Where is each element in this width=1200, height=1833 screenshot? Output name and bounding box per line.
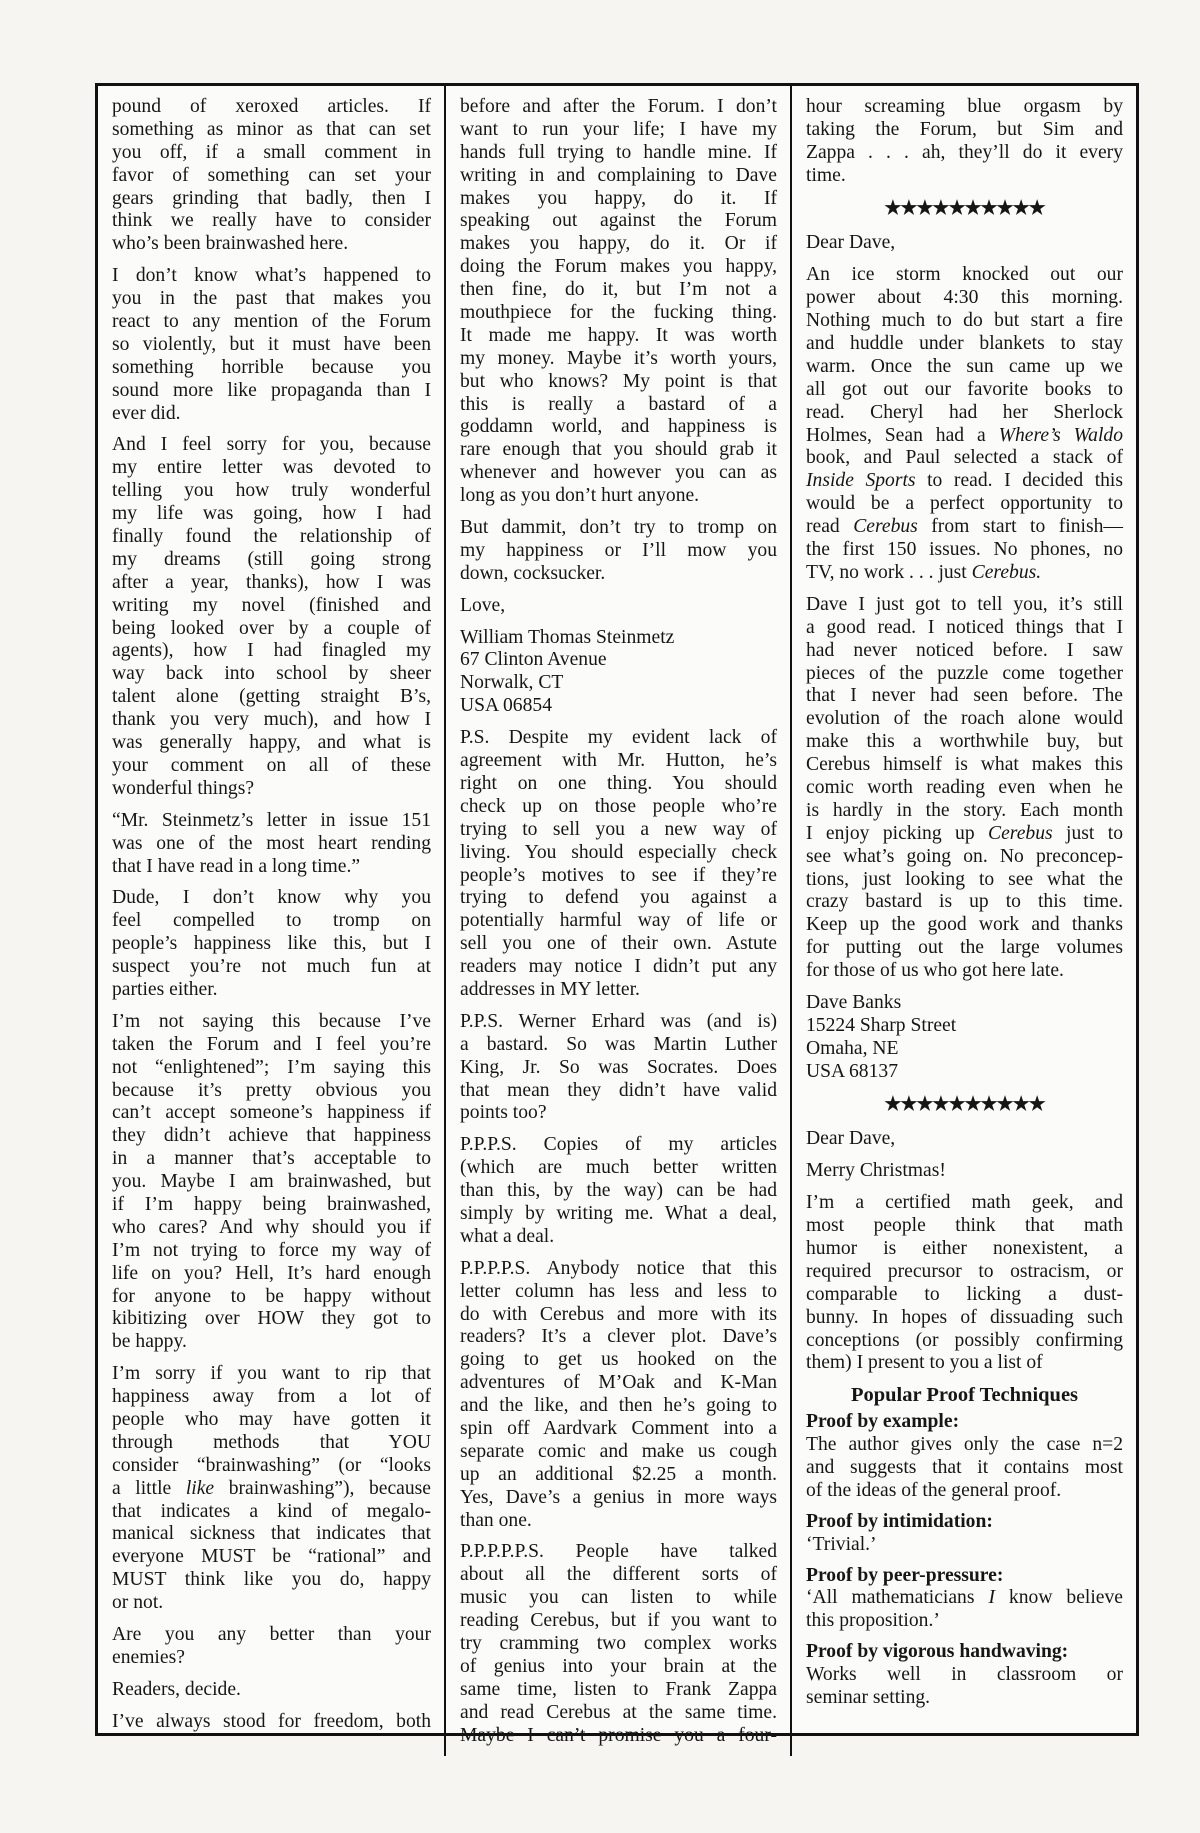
text-line: humor is either nonexistent, a — [806, 1238, 1123, 1259]
text-line: way back into school by sheer — [112, 663, 431, 685]
text-line: in a manner that’s acceptable to — [112, 1148, 431, 1170]
text-line: Dave I just got to tell you, it’s still — [806, 593, 1123, 615]
text-line: my money. Maybe it’s worth yours, — [460, 347, 777, 369]
text-line: for putting out the large volumes — [806, 937, 1123, 959]
text-line — [806, 562, 1123, 585]
text-line — [806, 425, 1123, 448]
text-line: Yes, Dave’s a genius in more ways — [460, 1486, 777, 1508]
letters-page-frame — [95, 83, 1139, 1746]
text-line: before and after the Forum. I don’t — [460, 96, 777, 117]
text-line: you in the past that makes you — [112, 288, 431, 310]
star-separator: ★★★★★★★★★★ — [884, 1093, 1045, 1115]
text-line: Are you any better than your — [112, 1624, 431, 1645]
text-line: goddamn world, and happiness is — [460, 416, 777, 438]
text-line: P.S. Despite my evident lack of — [460, 727, 777, 749]
text-line: speaking out against the Forum — [460, 210, 777, 232]
text-line: (which are much better written — [460, 1157, 777, 1179]
text-line: is hardly in the story. Each month — [806, 799, 1123, 821]
text-line: hands full trying to handle mine. If — [460, 141, 777, 163]
paragraph — [112, 1624, 431, 1670]
text-line: want to run your life; I have my — [460, 118, 777, 140]
text-line: Merry Christmas! — [806, 1160, 946, 1182]
text-line: King, Jr. So was Socrates. Does — [460, 1056, 777, 1078]
text-line: same time, listen to Frank Zappa — [460, 1678, 777, 1700]
text-line: a good read. I noticed things that I — [806, 616, 1123, 638]
paragraph — [460, 1011, 777, 1125]
paragraph — [806, 594, 1123, 983]
text-line: not “enlightened”; I’m saying this — [112, 1056, 431, 1078]
text-line: crazy bastard is up to this time. — [806, 891, 1123, 913]
paragraph — [460, 1258, 777, 1533]
paragraph — [112, 1679, 431, 1702]
text-line: “Mr. Steinmetz’s letter in issue 151 — [112, 809, 431, 831]
text-line — [806, 470, 1123, 493]
text-line: react to any mention of the Forum — [112, 311, 431, 333]
text-line: than this, by the way) can be had — [460, 1180, 777, 1202]
text-line: my happiness or I’ll mow you — [460, 539, 777, 561]
italic-text: I — [988, 1587, 995, 1609]
paragraph — [460, 1541, 777, 1747]
text-line: tions, just looking to see what the — [806, 868, 1123, 890]
text-line: P.P.P.S. Copies of my articles — [460, 1134, 777, 1156]
text-line: suspect you’re not much fun at — [112, 956, 431, 978]
text-line: doing the Forum makes you happy, — [460, 256, 777, 278]
italic-text: Inside Sports — [806, 470, 916, 492]
proof-technique — [806, 1641, 1123, 1710]
paragraph — [112, 1711, 431, 1734]
text-line: reading Cerebus, but if you want to — [460, 1610, 777, 1632]
text-line: Dear Dave, — [806, 1128, 896, 1150]
text-line: I’m a certified math geek, and — [806, 1192, 1123, 1214]
text-line: time. — [806, 164, 846, 186]
text-line: separate comic and make us cough — [460, 1440, 777, 1462]
text-line: most people think that math — [806, 1215, 1123, 1237]
text-line: this is really a bastard of a — [460, 393, 777, 415]
text-line: than one. — [460, 1509, 532, 1531]
paragraph — [806, 1160, 1123, 1183]
text-line: my life was going, how I had — [112, 503, 431, 525]
text-line: but who knows? My point is that — [460, 370, 777, 392]
text-line: for those of us who got here late. — [806, 960, 1064, 982]
text-line: was one of the most heart rending — [112, 832, 431, 854]
paragraph — [806, 1128, 1123, 1151]
signature-address — [460, 627, 777, 719]
proof-technique — [806, 1511, 1123, 1557]
text-line: my dreams (still going strong — [112, 548, 431, 570]
text-line: hour screaming blue orgasm by — [806, 96, 1123, 117]
text-line: Readers, decide. — [112, 1678, 241, 1700]
text-line: people’s motives to see if they’re — [460, 864, 777, 886]
text-line: wonderful things? — [112, 777, 255, 799]
text-line: P.P.P.P.P.S. People have talked — [460, 1541, 777, 1563]
text-line: P.P.S. Werner Erhard was (and is) — [460, 1010, 777, 1032]
text-segment: brainwashing”), because — [214, 1477, 431, 1499]
text-line — [112, 1478, 431, 1501]
text-line: and huddle under blankets to stay — [806, 333, 1123, 355]
text-line: can’t accept someone’s happiness if — [112, 1102, 431, 1124]
text-segment: TV, no work . . . just — [806, 561, 972, 583]
text-line: And I feel sorry for you, because — [112, 434, 431, 456]
text-line: USA 68137 — [806, 1060, 898, 1082]
paragraph — [112, 810, 431, 879]
text-line: and suggests that it contains most — [806, 1457, 1123, 1479]
text-line: would be a perfect opportunity to — [806, 493, 1123, 515]
section-heading: Popular Proof Techniques — [850, 1384, 1079, 1407]
text-line: I’m sorry if you want to rip that — [112, 1363, 431, 1385]
text-segment: from start to finish— — [917, 516, 1123, 538]
signature-address — [806, 992, 1123, 1084]
text-line: of the ideas of the general proof. — [806, 1479, 1062, 1501]
text-line: who’s been brainwashed here. — [112, 233, 349, 255]
text-line: readers may notice I didn’t put any — [460, 956, 777, 978]
proof-title: Proof by peer-pressure: — [806, 1564, 1004, 1586]
italic-text: Cerebus — [988, 822, 1053, 844]
text-line: Dave Banks — [806, 991, 902, 1013]
text-line: USA 06854 — [460, 695, 552, 717]
text-line: think we really have to consider — [112, 210, 431, 232]
text-line: pieces of the puzzle come together — [806, 662, 1123, 684]
paragraph — [806, 264, 1123, 584]
text-line: that indicates a kind of megalo- — [112, 1500, 431, 1522]
text-line: favor of something can set your — [112, 164, 431, 186]
text-line: I’m not saying this because I’ve — [112, 1010, 431, 1032]
text-line: Dude, I don’t know why you — [112, 887, 431, 909]
text-line: what a deal. — [460, 1225, 555, 1247]
text-line: finally found the relationship of — [112, 526, 431, 548]
text-line: people’s happiness like this, but I — [112, 933, 431, 955]
text-line: conceptions (or possibly confirming — [806, 1329, 1123, 1351]
proof-title: Proof by vigorous handwaving: — [806, 1641, 1069, 1663]
text-segment: a little — [112, 1477, 186, 1499]
text-line: comic worth reading even when he — [806, 776, 1123, 798]
paragraph — [460, 1134, 777, 1248]
text-line: It made me happy. It was worth — [460, 324, 777, 346]
text-line: check up on those people who’re — [460, 795, 777, 817]
text-line: down, cocksucker. — [460, 562, 606, 584]
text-line: that I have read in a long time.” — [112, 855, 361, 877]
proof-title: Proof by intimidation: — [806, 1510, 993, 1532]
text-line: spin off Aardvark Comment into a — [460, 1417, 777, 1439]
text-line: happiness away from a lot of — [112, 1386, 431, 1408]
text-line: 15224 Sharp Street — [806, 1014, 957, 1036]
text-line: was generally happy, and what is — [112, 732, 431, 754]
paragraph — [806, 96, 1123, 188]
paragraph — [112, 434, 431, 800]
text-line: being looked over by a couple of — [112, 617, 431, 639]
text-line: you. Maybe I am brainwashed, but — [112, 1171, 431, 1193]
text-line: this proposition.’ — [806, 1610, 940, 1632]
text-line: Norwalk, CT — [460, 672, 564, 694]
paragraph — [112, 887, 431, 1001]
paragraph — [112, 1011, 431, 1354]
text-line: parties either. — [112, 978, 218, 1000]
text-line: people who may have gotten it — [112, 1408, 431, 1430]
text-line: Nothing much to do but start a fire — [806, 310, 1123, 332]
text-line: enemies? — [112, 1646, 185, 1668]
text-line: who cares? And why should you if — [112, 1216, 431, 1238]
text-line: Maybe I can’t promise you a four- — [460, 1724, 777, 1746]
text-line: your comment on all of these — [112, 754, 431, 776]
text-line: mouthpiece for the fucking thing. — [460, 302, 777, 324]
text-line: all got out our favorite books to — [806, 378, 1123, 400]
text-line: sell you one of their own. Astute — [460, 933, 777, 955]
text-line: make this a worthwhile buy, but — [806, 731, 1123, 753]
text-line: up an additional $2.25 a month. — [460, 1463, 777, 1485]
proof-title: Proof by example: — [806, 1411, 960, 1433]
text-segment: just to — [1052, 822, 1123, 844]
text-line: makes you happy, do it. If — [460, 187, 777, 209]
text-line: William Thomas Steinmetz — [460, 626, 675, 648]
text-line: Keep up the good work and thanks — [806, 914, 1123, 936]
text-line: Love, — [460, 594, 506, 616]
text-line: kibitizing over HOW they got to — [112, 1308, 431, 1330]
text-line: agents), how I had finagled my — [112, 640, 431, 662]
star-separator: ★★★★★★★★★★ — [884, 197, 1045, 219]
text-line: Cerebus himself is what makes this — [806, 754, 1123, 776]
text-line: ‘Trivial.’ — [806, 1533, 877, 1555]
italic-text: like — [185, 1477, 215, 1499]
text-segment: Holmes, Sean had a — [806, 424, 999, 446]
text-line: be happy. — [112, 1331, 187, 1353]
text-line: that I never had seen before. The — [806, 685, 1123, 707]
text-line: potentially harmful way of life or — [460, 910, 777, 932]
text-line: and the like, and then he’s going to — [460, 1395, 777, 1417]
text-line: writing my novel (finished and — [112, 594, 431, 616]
text-line: that mean they didn’t have valid — [460, 1079, 777, 1101]
text-line: makes you happy, do it. Or if — [460, 233, 777, 255]
text-line: I’ve always stood for freedom, both — [112, 1710, 431, 1732]
text-line: them) I present to you a list of — [806, 1352, 1043, 1374]
paragraph — [460, 517, 777, 586]
text-line: P.P.P.P.S. Anybody notice that this — [460, 1257, 777, 1279]
text-line: the first 150 issues. No phones, no — [806, 539, 1123, 561]
text-line: for anyone to be happy without — [112, 1285, 431, 1307]
paragraph — [806, 1192, 1123, 1375]
text-line: taken the Forum and I feel you’re — [112, 1033, 431, 1055]
text-line: they didn’t achieve that happiness — [112, 1125, 431, 1147]
text-segment: read — [806, 516, 854, 538]
column-1 — [98, 86, 444, 1756]
proof-technique — [806, 1411, 1123, 1503]
text-line — [806, 823, 1123, 846]
text-line: do with Cerebus and more with its — [460, 1303, 777, 1325]
text-line: because it’s pretty obvious you — [112, 1079, 431, 1101]
text-line — [806, 516, 1123, 539]
text-line: consider “brainwashing” (or “looks — [112, 1454, 431, 1476]
text-line: sound more like propaganda than I — [112, 379, 431, 401]
text-line: simply by writing me. What a deal, — [460, 1202, 777, 1224]
text-line: Works well in classroom or — [806, 1664, 1123, 1686]
text-line: agreement with Mr. Hutton, he’s — [460, 750, 777, 772]
text-line: warm. Once the sun came up we — [806, 355, 1123, 377]
italic-text: Cerebus. — [971, 561, 1042, 583]
text-line: right on one thing. You should — [460, 772, 777, 794]
text-line: and read Cerebus at the same time. — [460, 1701, 777, 1723]
proof-technique — [806, 1565, 1123, 1634]
text-line: long as you don’t hurt anyone. — [460, 485, 700, 507]
text-line: had never noticed before. I saw — [806, 639, 1123, 661]
text-line: thank you very much), and how I — [112, 709, 431, 731]
text-line: going to get us hooked on the — [460, 1349, 777, 1371]
text-line: my entire letter was devoted to — [112, 457, 431, 479]
text-line: But dammit, don’t try to tromp on — [460, 517, 777, 539]
column-2 — [444, 86, 790, 1756]
text-line: points too? — [460, 1102, 547, 1124]
text-line: writing in and complaining to Dave — [460, 164, 777, 186]
text-line: something horrible because you — [112, 356, 431, 378]
text-line: if I’m happy being brainwashed, — [112, 1193, 431, 1215]
text-line: Zappa . . . ah, they’ll do it every — [806, 141, 1123, 163]
text-line: manical sickness that indicates that — [112, 1523, 431, 1545]
text-line: talent alone (getting straight B’s, — [112, 686, 431, 708]
text-line: An ice storm knocked out our — [806, 264, 1123, 286]
italic-text: Cerebus — [853, 516, 918, 538]
text-line: 67 Clinton Avenue — [460, 649, 607, 671]
column-3 — [790, 86, 1136, 1756]
text-line: evolution of the roach alone would — [806, 708, 1123, 730]
text-line: something as minor as that can set — [112, 118, 431, 140]
text-line: living. You should especially check — [460, 841, 777, 863]
text-line: everyone MUST be “rational” and — [112, 1546, 431, 1568]
text-line: after a year, thanks), how I was — [112, 571, 431, 593]
text-line: a bastard. So was Martin Luther — [460, 1033, 777, 1055]
text-line: power about 4:30 this morning. — [806, 287, 1123, 309]
text-line: MUST think like you do, happy — [112, 1569, 431, 1591]
text-line: you off, if a small comment in — [112, 141, 431, 163]
text-segment: ‘All mathematicians — [806, 1587, 989, 1609]
text-line: of genius into your brain at the — [460, 1655, 777, 1677]
paragraph — [112, 96, 431, 256]
text-line: then fine, do it, but I’m not a — [460, 279, 777, 301]
text-line: life on you? Hell, It’s hard enough — [112, 1262, 431, 1284]
text-line: letter column has less and less to — [460, 1280, 777, 1302]
text-line: Omaha, NE — [806, 1037, 899, 1059]
text-line: Dear Dave, — [806, 232, 896, 254]
paragraph — [460, 595, 777, 618]
text-line: comparable to licking a dust- — [806, 1283, 1123, 1305]
text-segment: I enjoy picking up — [806, 822, 989, 844]
paragraph — [460, 727, 777, 1002]
text-line: gears grinding that badly, then I — [112, 187, 431, 209]
text-line: ever did. — [112, 402, 181, 424]
text-line: taking the Forum, but Sim and — [806, 118, 1123, 140]
text-line: book, and Paul selected a stack of — [806, 447, 1123, 469]
paragraph — [112, 265, 431, 425]
text-line: try cramming two complex works — [460, 1633, 777, 1654]
text-line: The author gives only the case n=2 — [806, 1434, 1123, 1456]
text-line: required precursor to ostracism, or — [806, 1260, 1123, 1282]
text-segment: know believe — [994, 1587, 1123, 1609]
text-line: whenever and however you can as — [460, 462, 777, 484]
text-line: bunny. In hopes of dissuading such — [806, 1306, 1123, 1328]
text-line: trying to sell you a new way of — [460, 818, 777, 840]
text-line: telling you how truly wonderful — [112, 480, 431, 502]
text-line: addresses in MY letter. — [460, 978, 640, 1000]
text-line — [806, 1587, 1123, 1610]
text-line: readers? It’s a clever plot. Dave’s — [460, 1326, 777, 1348]
text-line: adventures of M’Oak and K-Man — [460, 1372, 777, 1394]
text-line: I’m not trying to force my way of — [112, 1239, 431, 1261]
text-line: rare enough that you should grab it — [460, 439, 777, 461]
text-line: trying to defend you against a — [460, 887, 777, 909]
paragraph — [112, 1363, 431, 1615]
text-line: about all the different sorts of — [460, 1564, 777, 1586]
text-line: see what’s going on. No preconcep- — [806, 845, 1123, 867]
text-line: read. Cheryl had her Sherlock — [806, 401, 1123, 423]
text-line: through methods that YOU — [112, 1431, 431, 1453]
text-line: music you can listen to while — [460, 1587, 777, 1609]
text-line: seminar setting. — [806, 1687, 931, 1709]
paragraph — [806, 232, 1123, 255]
text-segment: to read. I decided this — [915, 470, 1123, 492]
text-line: so violently, but it must have been — [112, 333, 431, 355]
text-line: pound of xeroxed articles. If — [112, 96, 431, 117]
paragraph — [460, 96, 777, 508]
text-line: or not. — [112, 1592, 164, 1614]
text-line: feel compelled to tromp on — [112, 910, 431, 932]
text-line: I don’t know what’s happened to — [112, 265, 431, 287]
italic-text: Where’s Waldo — [998, 424, 1123, 446]
